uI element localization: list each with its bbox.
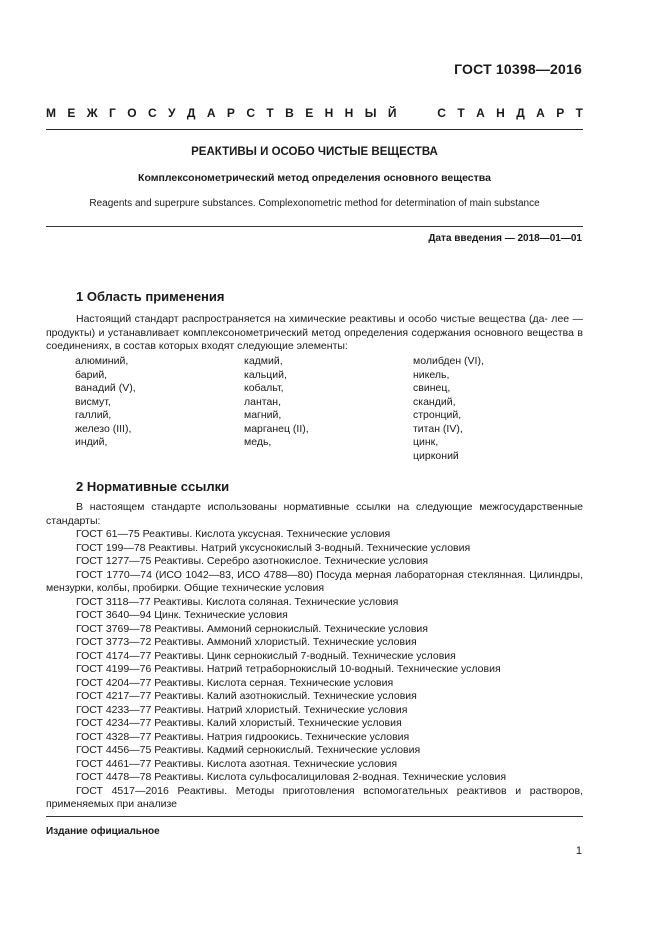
section-1-paragraph: Настоящий стандарт распространяется на химические реактивы и особо чистые вещества (да- лее — продукты) и устанавливает комплексонометрический метод определения содержания основного вещества в соединениях, в состав которых входят следующие элементы: — [46, 313, 583, 352]
interstate-letter: Т — [575, 106, 583, 120]
interstate-letter: С — [246, 106, 255, 120]
interstate-letter: У — [168, 106, 176, 120]
interstate-letter: М — [46, 106, 56, 120]
interstate-letter: Н — [344, 106, 354, 120]
interstate-letter: С — [437, 106, 446, 120]
element-item: галлий, — [75, 409, 112, 421]
element-item: магний, — [244, 409, 282, 421]
element-item: медь, — [244, 436, 272, 448]
interstate-letter: С — [147, 106, 157, 120]
section-1-heading: 1 Область применения — [76, 289, 225, 304]
title-russian: РЕАКТИВЫ И ОСОБО ЧИСТЫЕ ВЕЩЕСТВА — [191, 146, 438, 158]
reference-item: ГОСТ 3773—72 Реактивы. Аммоний хлористый. Технические условия — [76, 636, 417, 648]
references-list — [46, 528, 583, 812]
reference-item: ГОСТ 4517—2016 Реактивы. Методы приготовления вспомогательных реактивов и растворов, применяемых при анализе — [46, 784, 583, 810]
element-item: кальций, — [244, 368, 287, 381]
reference-item: ГОСТ 4328—77 Реактивы. Натрия гидроокись. Технические условия — [76, 730, 410, 743]
interstate-letter: Е — [305, 106, 314, 120]
element-item: никель, — [413, 368, 450, 381]
standard-number: ГОСТ 10398—2016 — [454, 61, 582, 77]
element-item: цирконий — [413, 449, 459, 462]
interstate-letter: Ы — [364, 106, 377, 120]
element-item: железо (III), — [75, 422, 132, 435]
element-item: лантан, — [244, 395, 282, 408]
element-item: ванадий (V), — [75, 382, 136, 394]
element-item: цинк, — [413, 436, 439, 448]
title-divider — [46, 226, 583, 227]
section-2-heading: 2 Нормативные ссылки — [76, 479, 230, 494]
reference-item: ГОСТ 1277—75 Реактивы. Серебро азотнокислое. Технические условия — [76, 555, 429, 567]
reference-item: ГОСТ 4217—77 Реактивы. Калий азотнокислый. Технические условия — [76, 690, 417, 702]
reference-item: ГОСТ 3769—78 Реактивы. Аммоний сернокислый. Технические условия — [76, 622, 428, 635]
page-number: 1 — [575, 845, 582, 857]
reference-item: ГОСТ 3640—94 Цинк. Технические условия — [76, 609, 288, 621]
interstate-letter: Р — [556, 106, 565, 120]
reference-item: ГОСТ 4478—78 Реактивы. Кислота сульфосалициловая 2-водная. Технические условия — [76, 771, 507, 783]
interstate-letter: А — [206, 106, 216, 120]
element-item: алюминий, — [75, 355, 129, 367]
edition-note: Издание официальное — [46, 826, 160, 837]
element-item: марганец (II), — [244, 422, 309, 435]
header-divider — [46, 129, 583, 130]
interstate-letter: Й — [387, 106, 397, 120]
elements-column-1 — [75, 355, 244, 463]
word-gap — [408, 106, 426, 120]
element-item: скандий, — [413, 395, 456, 408]
interstate-letter: Г — [109, 106, 116, 120]
reference-item: ГОСТ 4456—75 Реактивы. Кадмий сернокислый. Технические условия — [76, 744, 421, 756]
interstate-letter: Н — [324, 106, 334, 120]
interstate-letter: Р — [226, 106, 235, 120]
reference-item: ГОСТ 4461—77 Реактивы. Кислота азотная. Технические условия — [76, 757, 398, 770]
section-2-intro: В настоящем стандарте использованы нормативные ссылки на следующие межгосударственные стандарты: — [46, 501, 583, 527]
interstate-letter: Т — [457, 106, 465, 120]
reference-item: ГОСТ 4204—77 Реактивы. Кислота серная. Технические условия — [76, 676, 394, 689]
reference-item: ГОСТ 4174—77 Реактивы. Цинк сернокислый 7-водный. Технические условия — [76, 649, 456, 662]
reference-item: ГОСТ 1770—74 (ИСО 1042—83, ИСО 4788—80) Посуда мерная лабораторная стеклянная. Цилиндры, мензурки, колбы, пробирки. Общие технические условия — [46, 568, 583, 594]
interstate-letter: Ж — [86, 106, 98, 120]
interstate-letter: Д — [186, 106, 196, 120]
interstate-letter: Т — [266, 106, 274, 120]
element-item: стронций, — [413, 409, 462, 421]
reference-item: ГОСТ 199—78 Реактивы. Натрий уксуснокислый 3-водный. Технические условия — [76, 541, 471, 554]
footer-divider — [46, 816, 583, 817]
interstate-letter: О — [127, 106, 137, 120]
interstate-letter: Н — [496, 106, 505, 120]
element-item: индий, — [75, 436, 108, 448]
interstate-letter: Д — [516, 106, 525, 120]
interstate-standard-heading — [46, 106, 583, 120]
title-english: Reagents and superpure substances. Complexonometric method for determination of main substance — [89, 198, 540, 209]
element-item: кобальт, — [244, 382, 284, 394]
element-item: кадмий, — [244, 355, 283, 367]
element-item: титан (IV), — [413, 422, 463, 435]
reference-item: ГОСТ 3118—77 Реактивы. Кислота соляная. Технические условия — [76, 595, 399, 608]
interstate-letter: А — [476, 106, 485, 120]
interstate-letter: В — [285, 106, 294, 120]
element-item: молибден (VI), — [413, 355, 484, 367]
element-item: барий, — [75, 368, 108, 381]
reference-item: ГОСТ 4234—77 Реактивы. Калий хлористый. Технические условия — [76, 717, 402, 729]
elements-column-2 — [244, 355, 413, 463]
reference-item: ГОСТ 61—75 Реактивы. Кислота уксусная. Технические условия — [76, 528, 391, 540]
element-item: висмут, — [75, 395, 111, 408]
elements-column-3 — [413, 355, 573, 463]
effective-date: Дата введения — 2018—01—01 — [428, 233, 582, 244]
subtitle-russian: Комплексонометрический метод определения основного вещества — [138, 172, 491, 184]
element-item: свинец, — [413, 382, 451, 394]
interstate-letter: Е — [67, 106, 76, 120]
reference-item: ГОСТ 4199—76 Реактивы. Натрий тетраборнокислый 10-водный. Технические условия — [76, 663, 501, 675]
interstate-letter: А — [536, 106, 545, 120]
elements-list — [75, 355, 575, 463]
reference-item: ГОСТ 4233—77 Реактивы. Натрий хлористый. Технические условия — [76, 703, 408, 716]
